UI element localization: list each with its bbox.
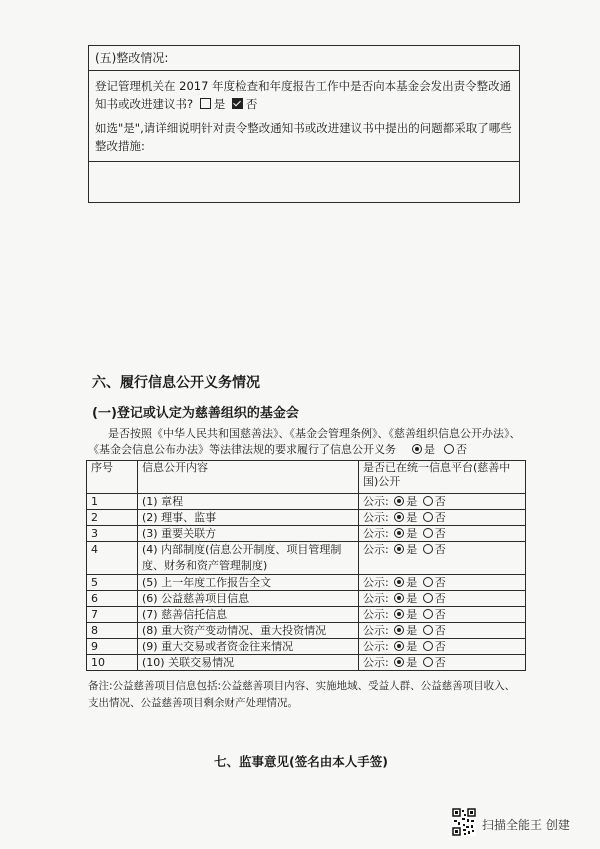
radio-yes[interactable] <box>394 641 404 651</box>
no-label: 否 <box>434 527 446 540</box>
row-published <box>359 639 526 655</box>
section6-subheading: (一)登记或认定为慈善组织的基金会 <box>92 406 299 421</box>
no-label: 否 <box>434 608 446 621</box>
row-published <box>359 575 526 591</box>
radio-yes[interactable] <box>394 512 404 522</box>
yes-label: 是 <box>406 527 418 540</box>
yes-label: 是 <box>406 592 418 605</box>
yes-label: 是 <box>406 656 418 669</box>
row-no: 9 <box>87 639 138 655</box>
radio-no[interactable] <box>423 544 433 554</box>
row-content: (2) 理事、监事 <box>138 510 359 526</box>
table-row <box>87 655 526 671</box>
row-published <box>359 591 526 607</box>
table-row <box>87 623 526 639</box>
no-label: 否 <box>434 656 446 669</box>
row-published <box>359 494 526 510</box>
table-row <box>87 639 526 655</box>
scanner-label: 扫描全能王 创建 <box>482 818 570 832</box>
radio-yes[interactable] <box>394 544 404 554</box>
table-row <box>87 526 526 542</box>
no-label: 否 <box>434 576 446 589</box>
pub-label: 公示: <box>363 608 389 621</box>
radio-yes[interactable] <box>394 496 404 506</box>
row-content: (3) 重要关联方 <box>138 526 359 542</box>
table-row <box>87 494 526 510</box>
row-no: 1 <box>87 494 138 510</box>
row-no: 2 <box>87 510 138 526</box>
row-content: (10) 关联交易情况 <box>138 655 359 671</box>
intro-radio-yes[interactable] <box>412 444 422 454</box>
row-published <box>359 542 526 575</box>
yes-label: 是 <box>406 511 418 524</box>
yes-label: 是 <box>406 576 418 589</box>
no-label: 否 <box>434 624 446 637</box>
intro-radio-no[interactable] <box>444 444 454 454</box>
table-row <box>87 575 526 591</box>
table-row <box>87 510 526 526</box>
checkbox-no[interactable] <box>232 98 243 109</box>
yes-label: 是 <box>406 640 418 653</box>
radio-yes[interactable] <box>394 609 404 619</box>
table-row <box>87 591 526 607</box>
checkbox-yes[interactable] <box>200 98 211 109</box>
no-label: 否 <box>434 543 446 556</box>
header-no: 序号 <box>87 461 138 494</box>
radio-no[interactable] <box>423 625 433 635</box>
disclosure-table <box>86 460 526 671</box>
row-no: 8 <box>87 623 138 639</box>
row-content: (1) 章程 <box>138 494 359 510</box>
radio-no[interactable] <box>423 657 433 667</box>
row-content: (7) 慈善信托信息 <box>138 607 359 623</box>
row-published <box>359 510 526 526</box>
pub-label: 公示: <box>363 624 389 637</box>
row-no: 3 <box>87 526 138 542</box>
rectification-followup: 如选"是",请详细说明针对责令整改通知书或改进建议书中提出的问题都采取了哪些整改措施: <box>89 113 519 162</box>
pub-label: 公示: <box>363 656 389 669</box>
radio-no[interactable] <box>423 496 433 506</box>
pub-label: 公示: <box>363 511 389 524</box>
radio-yes[interactable] <box>394 577 404 587</box>
table-header-row <box>87 461 526 494</box>
row-no: 6 <box>87 591 138 607</box>
section6-heading: 六、履行信息公开义务情况 <box>92 375 260 391</box>
yes-label: 是 <box>406 608 418 621</box>
table-body <box>87 494 526 671</box>
pub-label: 公示: <box>363 592 389 605</box>
row-content: (5) 上一年度工作报告全文 <box>138 575 359 591</box>
table-note: 备注:公益慈善项目信息包括:公益慈善项目内容、实施地域、受益人群、公益慈善项目收入、支出情况、公益慈善项目剩余财产处理情况。 <box>88 680 516 709</box>
row-no: 4 <box>87 542 138 575</box>
yes-label: 是 <box>406 495 418 508</box>
qr-code-icon <box>452 808 476 836</box>
no-label: 否 <box>434 511 446 524</box>
header-content: 信息公开内容 <box>138 461 359 494</box>
disclosure-intro: 是否按照《中华人民共和国慈善法》、《基金会管理条例》、《慈善组织信息公开办法》、 《基金会信息公布办法》等法律法规的要求履行了信息公开义务 是 否 <box>88 427 521 456</box>
row-no: 5 <box>87 575 138 591</box>
pub-label: 公示: <box>363 543 389 556</box>
radio-yes[interactable] <box>394 657 404 667</box>
row-published <box>359 623 526 639</box>
row-content: (8) 重大资产变动情况、重大投资情况 <box>138 623 359 639</box>
radio-no[interactable] <box>423 593 433 603</box>
table-row <box>87 607 526 623</box>
row-published <box>359 655 526 671</box>
rectification-box <box>88 45 520 203</box>
rectification-question: 登记管理机关在 2017 年度检查和年度报告工作中是否向本基金会发出责令整改通知书或改进建议书? 是 否 <box>95 79 512 111</box>
yes-label: 是 <box>406 543 418 556</box>
pub-label: 公示: <box>363 495 389 508</box>
radio-yes[interactable] <box>394 625 404 635</box>
radio-yes[interactable] <box>394 593 404 603</box>
radio-yes[interactable] <box>394 528 404 538</box>
row-content: (4) 内部制度(信息公开制度、项目管理制度、财务和资产管理制度) <box>138 542 359 575</box>
pub-label: 公示: <box>363 527 389 540</box>
rectification-title: (五)整改情况: <box>89 46 519 71</box>
yes-label: 是 <box>406 624 418 637</box>
no-label: 否 <box>434 592 446 605</box>
table-row <box>87 542 526 575</box>
radio-no[interactable] <box>423 609 433 619</box>
radio-no[interactable] <box>423 512 433 522</box>
pub-label: 公示: <box>363 640 389 653</box>
header-published: 是否已在统一信息平台(慈善中国)公开 <box>359 461 526 494</box>
no-label: 否 <box>434 495 446 508</box>
section7-heading: 七、监事意见(签名由本人手签) <box>214 754 388 769</box>
row-published <box>359 607 526 623</box>
radio-no[interactable] <box>423 641 433 651</box>
row-no: 7 <box>87 607 138 623</box>
radio-no[interactable] <box>423 577 433 587</box>
row-no: 10 <box>87 655 138 671</box>
row-content: (9) 重大交易或者资金往来情况 <box>138 639 359 655</box>
row-published <box>359 526 526 542</box>
row-content: (6) 公益慈善项目信息 <box>138 591 359 607</box>
pub-label: 公示: <box>363 576 389 589</box>
no-label: 否 <box>434 640 446 653</box>
radio-no[interactable] <box>423 528 433 538</box>
